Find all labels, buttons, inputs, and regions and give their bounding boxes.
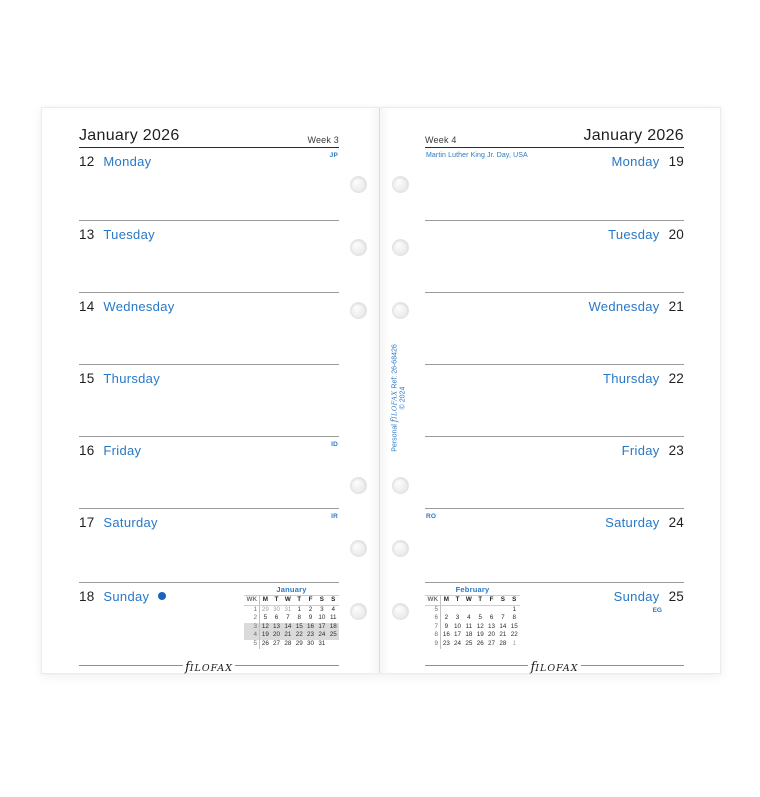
mini-calendar-february bbox=[425, 585, 520, 649]
seam-shadow bbox=[380, 108, 390, 673]
day-row-wednesday bbox=[425, 292, 684, 365]
day-name: Wednesday bbox=[588, 299, 660, 314]
mini-calendar-date: 18 bbox=[465, 631, 473, 639]
mini-calendar-date: 6 bbox=[489, 614, 494, 622]
mini-calendar-date: 6 bbox=[274, 614, 279, 622]
mini-calendar-week-row bbox=[244, 623, 339, 632]
mini-calendar-date: 12 bbox=[260, 623, 271, 632]
left-page-header bbox=[79, 128, 339, 148]
holiday-label: Martin Luther King Jr. Day, USA bbox=[426, 152, 528, 159]
mini-calendar-date: 9 bbox=[308, 614, 313, 622]
mini-calendar-date: 26 bbox=[476, 639, 484, 647]
day-row-tuesday bbox=[79, 220, 339, 293]
mini-calendar-date: 29 bbox=[261, 605, 269, 613]
logo-text: ILOFAX bbox=[535, 663, 579, 674]
day-name: Sunday bbox=[103, 589, 150, 604]
mini-calendar-date bbox=[475, 605, 486, 614]
day-number: 15 bbox=[79, 371, 95, 386]
day-label bbox=[79, 514, 158, 532]
day-name: Thursday bbox=[103, 371, 161, 386]
week-number: 6 bbox=[425, 614, 441, 623]
right-page-header bbox=[425, 128, 684, 148]
footer-rule bbox=[581, 665, 684, 666]
mini-calendar-date: 4 bbox=[467, 614, 471, 622]
binder-hole bbox=[350, 239, 367, 256]
mini-calendar-date: 8 bbox=[512, 614, 517, 622]
mini-calendar-date: 13 bbox=[271, 623, 282, 632]
mini-calendar-date: 3 bbox=[320, 605, 324, 613]
week-number: 3 bbox=[244, 623, 260, 632]
binder-hole bbox=[350, 477, 367, 494]
mini-calendar-date: 14 bbox=[499, 622, 507, 630]
mini-calendar-date: 22 bbox=[294, 631, 305, 640]
mini-calendar-date: 10 bbox=[318, 614, 326, 622]
holiday-country-code: ID bbox=[331, 441, 338, 448]
mini-calendar-date: 14 bbox=[282, 623, 293, 632]
day-number: 18 bbox=[79, 589, 95, 604]
week-number: 8 bbox=[425, 631, 441, 640]
day-label bbox=[603, 370, 684, 388]
mini-calendar-date: 1 bbox=[512, 605, 517, 613]
mini-calendar-date: 16 bbox=[442, 631, 450, 639]
day-number: 16 bbox=[79, 443, 95, 458]
day-label bbox=[612, 153, 684, 171]
mini-calendar-weekday: T bbox=[271, 596, 282, 606]
filofax-logo bbox=[528, 656, 580, 675]
mini-calendar-date: 7 bbox=[501, 614, 505, 622]
mini-calendar-weekday: F bbox=[486, 596, 497, 606]
binder-hole bbox=[392, 176, 409, 193]
mini-calendar-weekday: S bbox=[509, 596, 520, 606]
logo-text: ILOFAX bbox=[189, 663, 234, 674]
mini-calendar-week-row bbox=[425, 614, 520, 623]
mini-calendar-date: 11 bbox=[465, 622, 473, 630]
day-row-saturday bbox=[425, 508, 684, 583]
day-name: Monday bbox=[103, 154, 152, 169]
mini-calendar-weekday: WK bbox=[244, 596, 260, 606]
week-number: 7 bbox=[425, 623, 441, 632]
new-moon-icon bbox=[158, 592, 166, 600]
day-label bbox=[79, 226, 155, 244]
mini-calendar-date: 15 bbox=[294, 623, 305, 632]
day-name: Sunday bbox=[613, 589, 660, 604]
day-number: 20 bbox=[668, 227, 684, 242]
day-row-tuesday bbox=[425, 220, 684, 293]
day-number: 17 bbox=[79, 515, 95, 530]
mini-calendar-date bbox=[328, 640, 339, 649]
filofax-logo-small bbox=[391, 391, 399, 423]
mini-calendar-week-row bbox=[425, 623, 520, 632]
mini-calendar-date: 19 bbox=[260, 631, 271, 640]
day-row-monday bbox=[425, 148, 684, 220]
binder-hole bbox=[350, 176, 367, 193]
mini-calendar-date: 2 bbox=[308, 605, 313, 613]
day-label bbox=[605, 514, 684, 532]
mini-calendar-weekday: S bbox=[497, 596, 508, 606]
mini-calendar-date: 15 bbox=[510, 622, 518, 630]
day-number: 25 bbox=[668, 589, 684, 604]
day-name: Friday bbox=[621, 443, 660, 458]
mini-calendar-weekday: S bbox=[328, 596, 339, 606]
day-label bbox=[622, 442, 684, 460]
mini-calendar-date: 25 bbox=[465, 639, 473, 647]
mini-calendar-date: 5 bbox=[263, 614, 268, 622]
binder-hole bbox=[350, 603, 367, 620]
day-number: 21 bbox=[668, 299, 684, 314]
left-page bbox=[42, 108, 379, 673]
mini-calendar-weekday: T bbox=[294, 596, 305, 606]
binder-hole bbox=[392, 239, 409, 256]
day-number: 24 bbox=[668, 515, 684, 530]
imprint-copyright: © 2024 bbox=[399, 386, 407, 410]
mini-calendar-date: 3 bbox=[455, 614, 460, 622]
day-label bbox=[79, 298, 175, 316]
logo-text: f bbox=[184, 660, 190, 675]
mini-calendar-date: 11 bbox=[330, 614, 337, 622]
mini-calendar-date: 18 bbox=[328, 623, 339, 632]
mini-calendar-date: 28 bbox=[499, 639, 507, 647]
mini-calendar-week-row bbox=[244, 631, 339, 640]
day-row-thursday bbox=[79, 364, 339, 437]
mini-calendar-date: 23 bbox=[305, 631, 316, 640]
seam-shadow bbox=[369, 108, 379, 673]
day-name: Saturday bbox=[605, 515, 660, 530]
day-number: 13 bbox=[79, 227, 95, 242]
day-name: Monday bbox=[611, 154, 660, 169]
week-number: 5 bbox=[425, 605, 441, 614]
day-label bbox=[79, 370, 160, 388]
day-row-wednesday bbox=[79, 292, 339, 365]
day-name: Thursday bbox=[602, 371, 660, 386]
holiday-country-code: IR bbox=[331, 513, 338, 520]
imprint-format: Personal bbox=[391, 424, 399, 452]
page-title: January 2026 bbox=[583, 127, 684, 144]
mini-calendar-date: 30 bbox=[307, 639, 315, 647]
day-name: Tuesday bbox=[608, 227, 660, 242]
day-name: Friday bbox=[103, 443, 142, 458]
day-number: 19 bbox=[668, 154, 684, 169]
mini-calendar-date: 16 bbox=[305, 623, 316, 632]
mini-calendar-week-row bbox=[425, 640, 520, 649]
mini-calendar-weekday: WK bbox=[425, 596, 441, 606]
mini-calendar-week-row bbox=[425, 605, 520, 614]
day-label bbox=[608, 226, 684, 244]
mini-calendar-weekday: W bbox=[463, 596, 474, 606]
week-number-label: Week 4 bbox=[425, 135, 457, 145]
imprint-ref: Ref: 26-68426 bbox=[391, 344, 399, 389]
mini-calendar-date: 24 bbox=[316, 631, 327, 640]
holiday-country-code: JP bbox=[329, 152, 338, 159]
mini-calendar-date: 31 bbox=[318, 639, 326, 647]
mini-calendar-date: 1 bbox=[512, 639, 517, 647]
day-label bbox=[79, 442, 141, 460]
day-name: Wednesday bbox=[103, 299, 175, 314]
footer-rule bbox=[235, 665, 339, 666]
mini-calendar-weekday: M bbox=[441, 596, 452, 606]
page-footer bbox=[425, 656, 684, 675]
binder-hole bbox=[392, 302, 409, 319]
mini-calendar-date: 27 bbox=[273, 639, 281, 647]
day-row-friday bbox=[425, 436, 684, 509]
left-page-content bbox=[79, 128, 339, 673]
right-page-content bbox=[425, 128, 684, 673]
day-row-monday bbox=[79, 148, 339, 220]
mini-calendar-date: 23 bbox=[442, 639, 450, 647]
week-number-label: Week 3 bbox=[307, 135, 339, 145]
day-number: 14 bbox=[79, 299, 95, 314]
mini-calendar-date: 9 bbox=[444, 622, 449, 630]
logo-text: f bbox=[530, 660, 536, 675]
mini-calendar-date: 29 bbox=[295, 639, 303, 647]
day-number: 23 bbox=[668, 443, 684, 458]
right-page bbox=[379, 108, 720, 673]
day-label bbox=[79, 153, 151, 171]
mini-calendar-grid bbox=[244, 595, 339, 649]
day-number: 22 bbox=[668, 371, 684, 386]
mini-calendar-week-row bbox=[244, 605, 339, 614]
logo-text: ILOFAX bbox=[390, 390, 399, 420]
mini-calendar-date: 13 bbox=[488, 622, 496, 630]
mini-calendar-date: 31 bbox=[284, 605, 292, 613]
mini-calendar-date: 26 bbox=[261, 639, 269, 647]
day-label bbox=[79, 588, 166, 606]
mini-calendar-date: 17 bbox=[454, 631, 462, 639]
mini-calendar-table bbox=[425, 595, 520, 649]
mini-calendar-weekday: T bbox=[452, 596, 463, 606]
mini-calendar-date: 10 bbox=[454, 622, 462, 630]
page-seam bbox=[379, 108, 380, 673]
mini-calendar-weekday: T bbox=[475, 596, 486, 606]
mini-calendar-date: 27 bbox=[488, 639, 496, 647]
logo-text: f bbox=[389, 419, 400, 423]
mini-calendar-weekday: M bbox=[260, 596, 271, 606]
mini-calendar-date: 1 bbox=[297, 605, 301, 613]
mini-calendar-date: 8 bbox=[297, 614, 301, 622]
holiday-country-code: RO bbox=[426, 513, 437, 520]
mini-calendar-week-row bbox=[425, 631, 520, 640]
filofax-logo bbox=[183, 656, 235, 675]
mini-calendar-weekday: F bbox=[305, 596, 316, 606]
day-label bbox=[588, 298, 684, 316]
mini-calendar-date: 30 bbox=[273, 605, 281, 613]
mini-calendar-date: 12 bbox=[476, 622, 484, 630]
binder-hole bbox=[392, 540, 409, 557]
day-number: 12 bbox=[79, 154, 95, 169]
mini-calendar-week-row bbox=[244, 640, 339, 649]
binder-hole bbox=[392, 603, 409, 620]
day-name: Tuesday bbox=[103, 227, 155, 242]
mini-calendar-date: 28 bbox=[284, 639, 292, 647]
mini-calendar-january bbox=[244, 585, 339, 649]
imprint-line-1 bbox=[391, 344, 400, 452]
mini-calendar-date: 20 bbox=[488, 631, 496, 639]
day-row-thursday bbox=[425, 364, 684, 437]
mini-calendar-date: 19 bbox=[476, 631, 484, 639]
day-label bbox=[614, 588, 684, 606]
mini-calendar-date bbox=[497, 605, 508, 614]
week-number: 9 bbox=[425, 640, 441, 649]
mini-calendar-date: 22 bbox=[510, 631, 518, 639]
mini-calendar-date bbox=[441, 605, 452, 614]
week-number: 5 bbox=[244, 640, 260, 649]
mini-calendar-date: 20 bbox=[271, 631, 282, 640]
footer-rule bbox=[79, 665, 183, 666]
mini-calendar-date: 7 bbox=[286, 614, 290, 622]
page-title: January 2026 bbox=[79, 127, 180, 144]
mini-calendar-date bbox=[463, 605, 474, 614]
binder-hole bbox=[350, 302, 367, 319]
mini-calendar-table bbox=[244, 595, 339, 649]
mini-calendar-date: 5 bbox=[478, 614, 482, 622]
planner-spread bbox=[41, 107, 721, 674]
mini-calendar-title: January bbox=[276, 585, 307, 594]
mini-calendar-date bbox=[486, 605, 497, 614]
mini-calendar-date: 25 bbox=[328, 631, 339, 640]
mini-calendar-date: 21 bbox=[282, 631, 293, 640]
mini-calendar-date: 4 bbox=[331, 605, 336, 613]
binder-hole bbox=[350, 540, 367, 557]
mini-calendar-week-row bbox=[244, 614, 339, 623]
week-number: 2 bbox=[244, 614, 260, 623]
week-number: 4 bbox=[244, 631, 260, 640]
mini-calendar-weekday: W bbox=[282, 596, 293, 606]
holiday-country-code: EG bbox=[652, 607, 662, 614]
mini-calendar-date bbox=[452, 605, 463, 614]
day-row-friday bbox=[79, 436, 339, 509]
product-imprint bbox=[391, 344, 408, 452]
page-footer bbox=[79, 656, 339, 675]
day-name: Saturday bbox=[103, 515, 158, 530]
day-row-saturday bbox=[79, 508, 339, 583]
mini-calendar-date: 2 bbox=[444, 614, 449, 622]
binder-hole bbox=[392, 477, 409, 494]
mini-calendar-date: 21 bbox=[499, 631, 507, 639]
footer-rule bbox=[425, 665, 528, 666]
mini-calendar-date: 17 bbox=[316, 623, 327, 632]
mini-calendar-grid bbox=[425, 595, 520, 649]
mini-calendar-title: February bbox=[455, 585, 490, 594]
mini-calendar-weekday: S bbox=[316, 596, 327, 606]
week-number: 1 bbox=[244, 605, 260, 614]
mini-calendar-date: 24 bbox=[454, 639, 462, 647]
